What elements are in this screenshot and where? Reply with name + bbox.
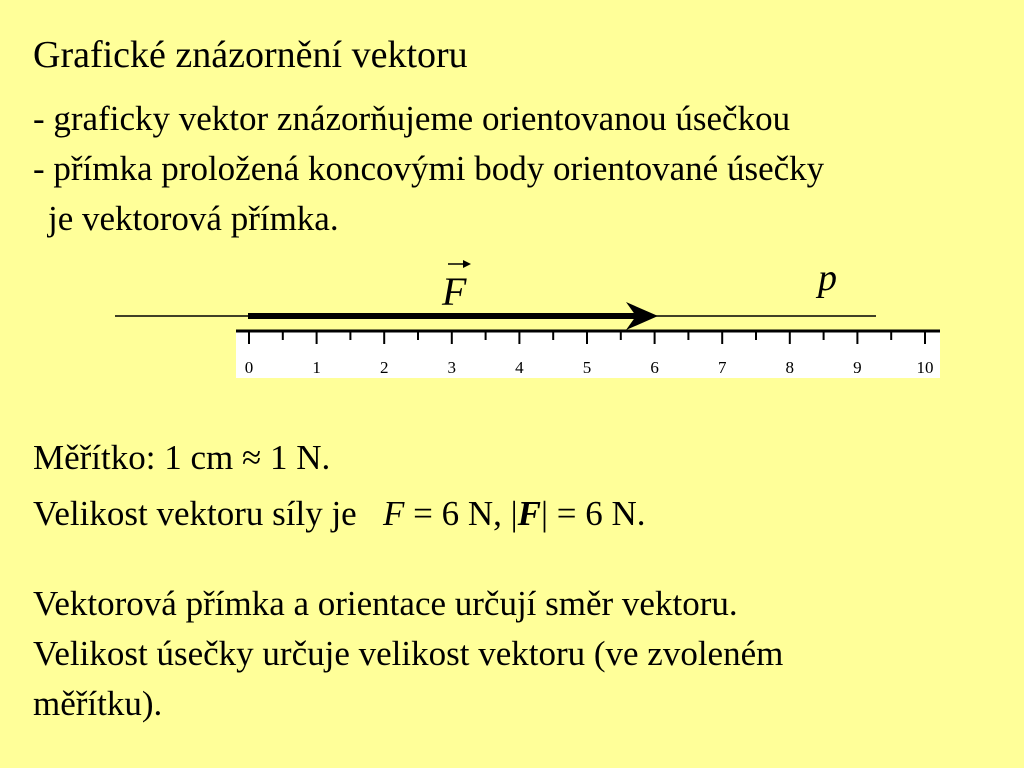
magnitude-f-bold: F <box>517 494 541 533</box>
vector-label-f: F <box>442 269 467 314</box>
ruler-tick-label: 2 <box>379 358 389 377</box>
paragraph-line-3: měřítku). <box>33 684 163 723</box>
magnitude-prefix: Velikost vektoru síly je <box>33 494 357 533</box>
paragraph-line-1: Vektorová přímka a orientace určují směr vektoru. <box>33 584 738 623</box>
magnitude-f-symbol: F <box>382 494 405 533</box>
ruler-tick-label: 10 <box>916 358 934 377</box>
ruler-tick-label: 5 <box>582 358 592 377</box>
bullet-1: - graficky vektor znázorňujeme orientovanou úsečkou <box>33 99 791 138</box>
ruler-tick-label: 0 <box>244 358 254 377</box>
line-label-p: p <box>818 257 837 299</box>
ruler-tick-label: 9 <box>853 358 862 377</box>
paragraph-line-2: Velikost úsečky určuje velikost vektoru (ve zvoleném <box>33 634 784 673</box>
ruler-tick-label: 7 <box>717 358 727 377</box>
scale-text: Měřítko: 1 cm ≈ 1 N. <box>33 438 331 477</box>
ruler-tick-label: 3 <box>447 358 457 377</box>
vector-label-arrowhead <box>463 260 471 268</box>
magnitude-text <box>33 494 646 534</box>
bullet-2-continuation: je vektorová přímka. <box>48 199 339 238</box>
ruler-tick-label: 8 <box>785 358 795 377</box>
ruler-tick-label: 4 <box>515 358 524 377</box>
bullet-2: - přímka proložená koncovými body orientované úsečky <box>33 149 825 188</box>
magnitude-eq1: = 6 N, | <box>404 494 518 533</box>
magnitude-eq2: | = 6 N. <box>541 494 646 533</box>
slide-title: Grafické znázornění vektoru <box>33 34 468 76</box>
ruler-tick-label: 6 <box>650 358 659 377</box>
ruler-tick-label: 1 <box>312 358 321 377</box>
